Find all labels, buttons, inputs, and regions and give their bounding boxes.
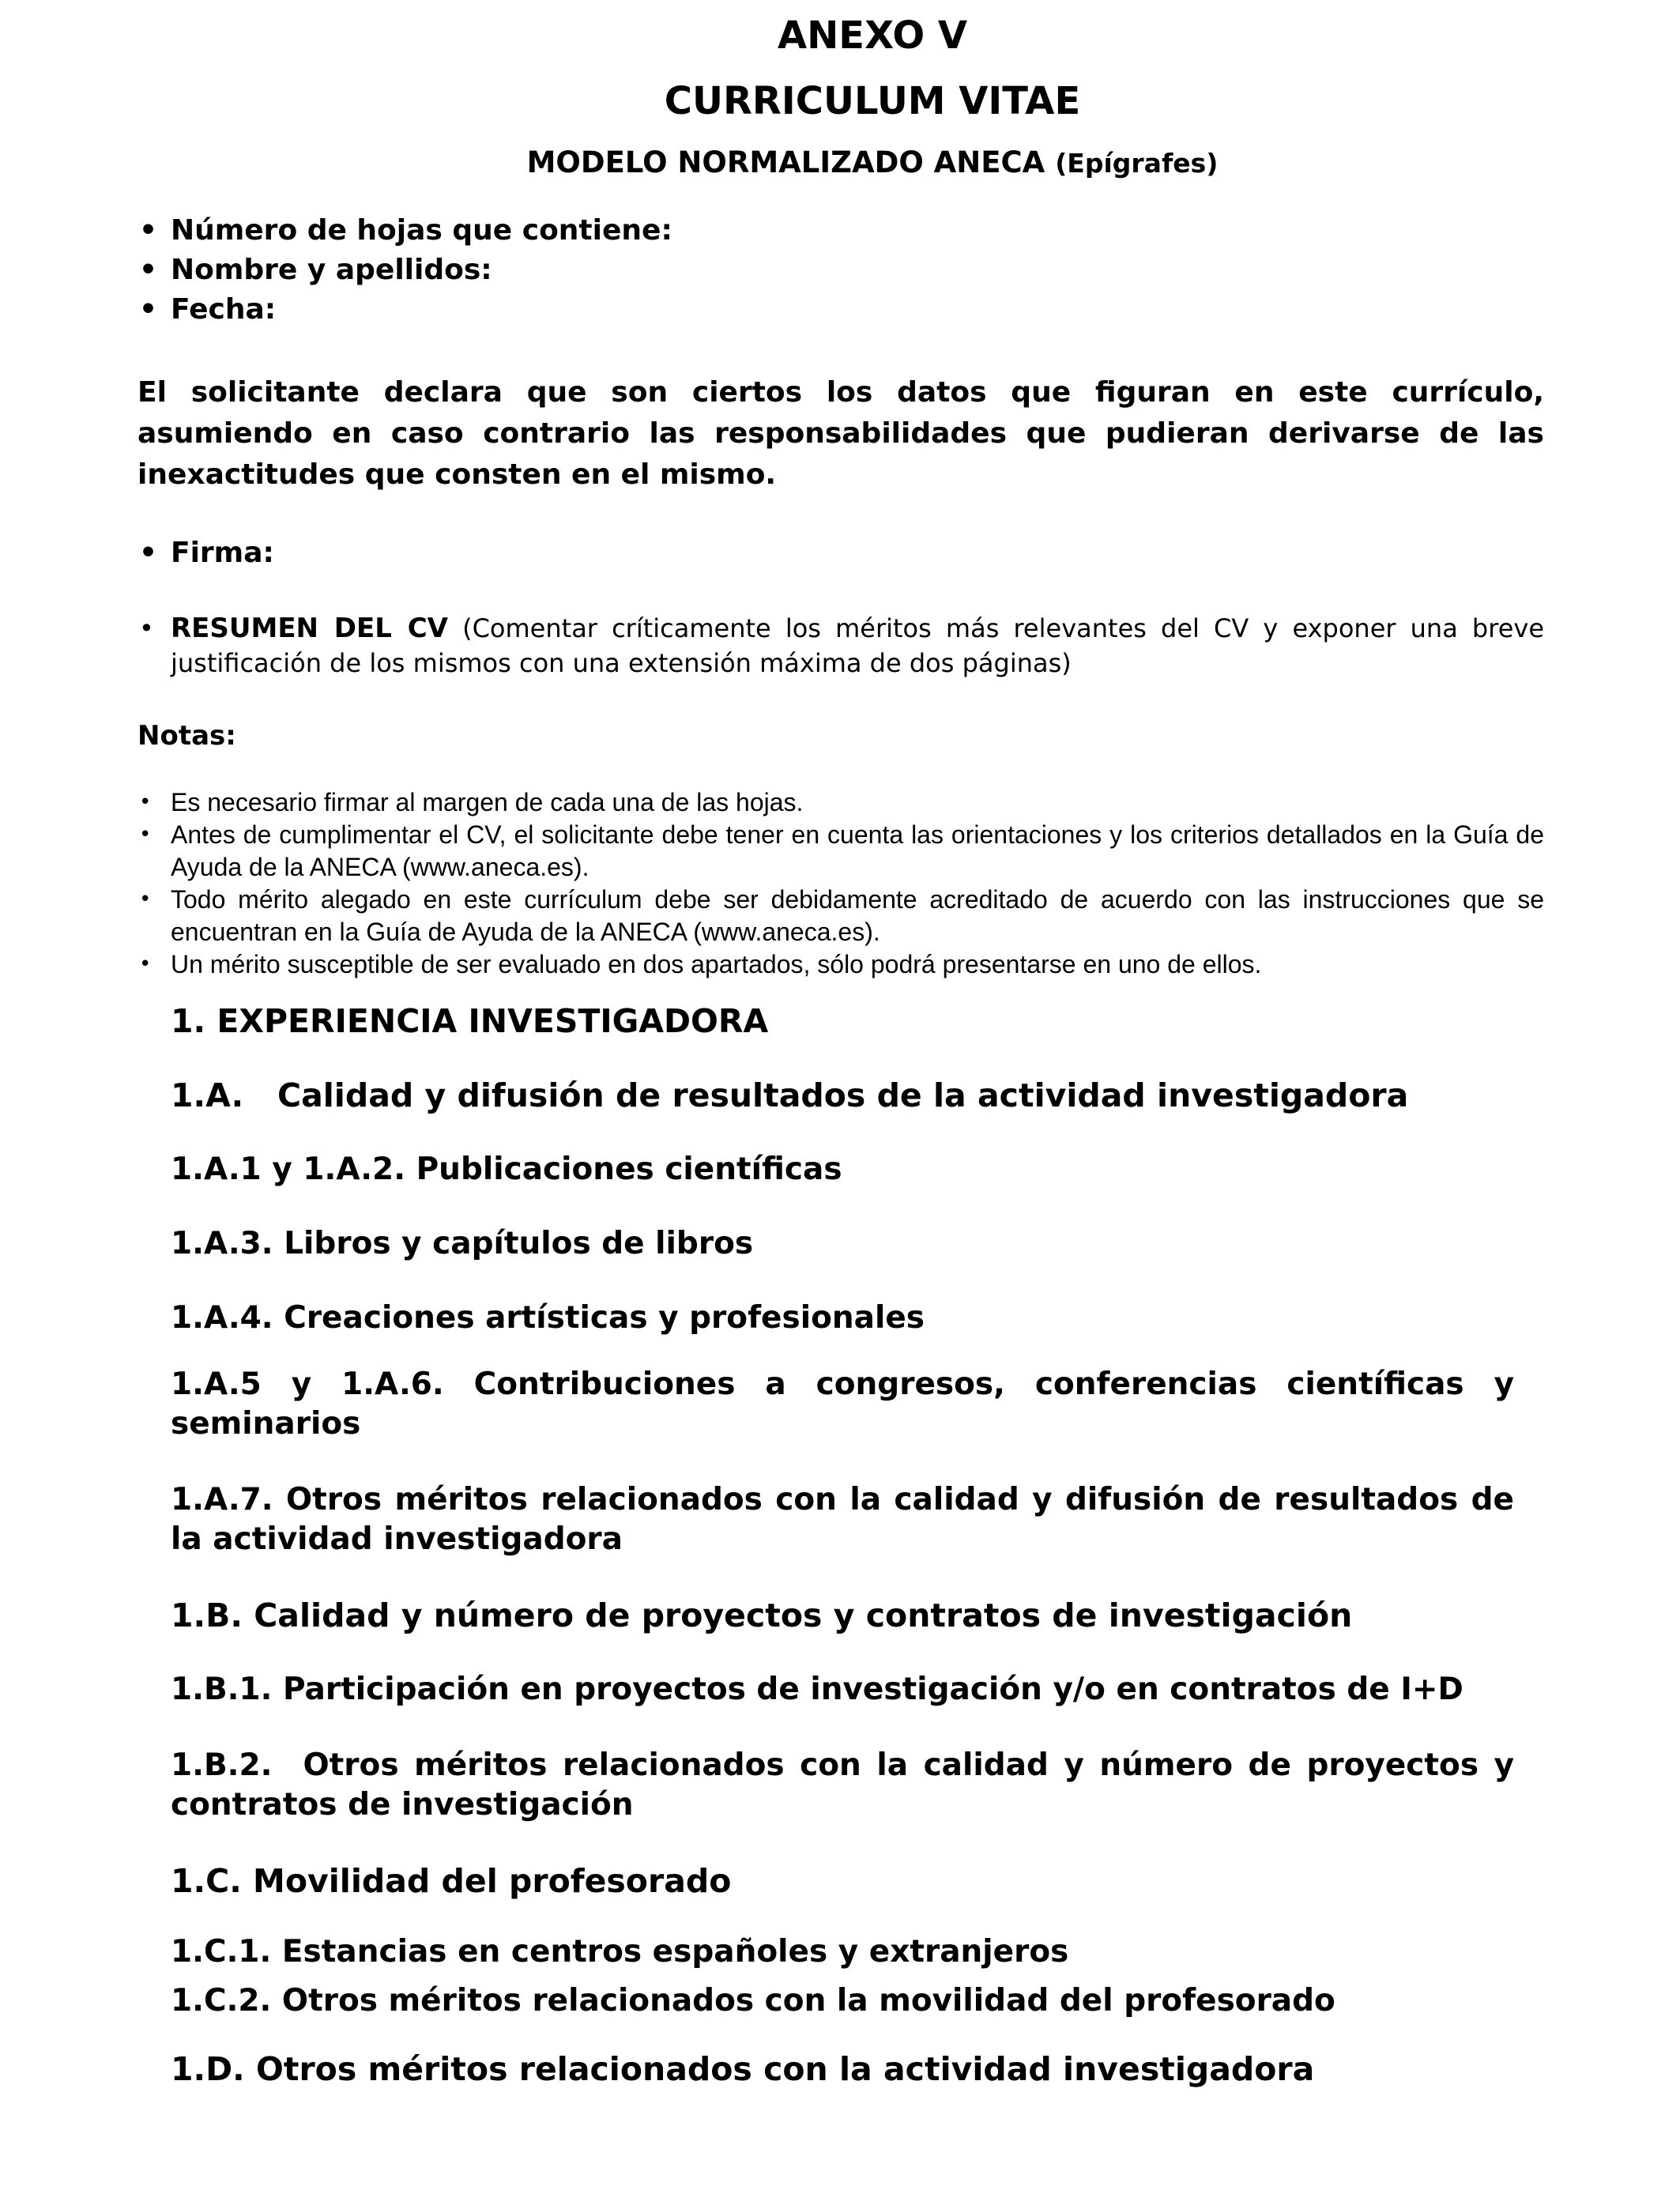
section-1a4-heading: 1.A.4. Creaciones artísticas y profesionales xyxy=(171,1300,925,1336)
sections-outline xyxy=(137,1001,1525,2089)
field-date: • Fecha: xyxy=(137,290,1544,330)
signature-field: • Firma: xyxy=(137,533,1544,573)
section-1b-heading: 1.B. Calidad y número de proyectos y contratos de investigación xyxy=(171,1596,1353,1634)
field-full-name: • Nombre y apellidos: xyxy=(137,251,1544,290)
section-1a-heading: 1.A. Calidad y difusión de resultados de la actividad investigadora xyxy=(171,1076,1409,1114)
model-subtitle-note: (Epígrafes) xyxy=(1055,148,1219,179)
section-1b1-heading: 1.B.1. Participación en proyectos de investigación y/o en contratos de I+D xyxy=(171,1672,1463,1707)
document-header xyxy=(169,11,1576,184)
section-1a12-heading: 1.A.1 y 1.A.2. Publicaciones científicas xyxy=(171,1152,842,1187)
bullet-icon: • xyxy=(139,293,158,326)
notes-heading: Notas: xyxy=(137,720,236,752)
section-1b2-heading: 1.B.2. Otros méritos relacionados con la calidad y número de proyectos y contratos de investigación xyxy=(171,1747,1525,1823)
field-sheet-count: • Número de hojas que contiene: xyxy=(137,211,1544,251)
section-1c-heading: 1.C. Movilidad del profesorado xyxy=(171,1862,732,1900)
section-1a3-heading: 1.A.3. Libros y capítulos de libros xyxy=(171,1226,754,1261)
annex-title: ANEXO V xyxy=(777,13,968,58)
note-item: • Un mérito susceptible de ser evaluado en dos apartados, sólo podrá presentarse en uno de ellos. xyxy=(137,948,1544,981)
section-1-heading: 1. EXPERIENCIA INVESTIGADORA xyxy=(171,1002,769,1040)
bullet-icon: • xyxy=(139,823,152,846)
model-subtitle-main: MODELO NORMALIZADO ANECA xyxy=(526,145,1045,179)
section-1c2-heading: 1.C.2. Otros méritos relacionados con la movilidad del profesorado xyxy=(171,1983,1335,2019)
bullet-icon: • xyxy=(139,214,158,247)
note-item: • Todo mérito alegado en este currículum debe ser debidamente acreditado de acuerdo con las instrucciones que se encuentran en la Guía de Ayuda de la ANECA (www.aneca.es). xyxy=(139,885,1544,946)
cv-title: CURRICULUM VITAE xyxy=(664,79,1081,123)
section-1c1-heading: 1.C.1. Estancias en centros españoles y extranjeros xyxy=(171,1934,1069,1970)
section-1a7-heading: 1.A.7. Otros méritos relacionados con la calidad y difusión de resultados de la actividad investigadora xyxy=(171,1482,1514,1557)
summary-list xyxy=(137,611,1544,680)
signature-list xyxy=(137,533,1544,573)
bullet-icon: • xyxy=(139,952,152,976)
summary-item xyxy=(137,611,1544,680)
model-subtitle xyxy=(169,142,1576,184)
declaration-paragraph: El solicitante declara que son ciertos los datos que figuran en este currículo, asumiendo en caso contrario las responsabilidades que pudieran derivarse de las inexactitudes que consten en el mismo. xyxy=(137,376,1544,491)
bullet-icon: • xyxy=(139,537,158,569)
section-1a56-heading: 1.A.5 y 1.A.6. Contribuciones a congresos, conferencias científicas y seminarios xyxy=(171,1367,1514,1442)
note-item: • Antes de cumplimentar el CV, el solicitante debe tener en cuenta las orientaciones y los criterios detallados en la Guía de Ayuda de la ANECA (www.aneca.es). xyxy=(139,820,1544,881)
summary-label: RESUMEN DEL CV xyxy=(171,613,448,644)
bullet-icon: • xyxy=(139,254,158,286)
section-1d-heading: 1.D. Otros méritos relacionados con la actividad investigadora xyxy=(171,2050,1315,2088)
bullet-icon: • xyxy=(139,888,152,911)
notes-list xyxy=(137,786,1544,981)
note-item: • Es necesario firmar al margen de cada una de las hojas. xyxy=(137,786,1544,819)
summary-text: (Comentar críticamente los méritos más relevantes del CV y exponer una breve justificación de los mismos con una extensión máxima de dos páginas) xyxy=(171,613,1545,678)
header-fields-list xyxy=(137,211,1544,330)
bullet-icon: • xyxy=(139,613,154,643)
bullet-icon: • xyxy=(139,790,152,814)
document-page xyxy=(137,11,1544,2089)
